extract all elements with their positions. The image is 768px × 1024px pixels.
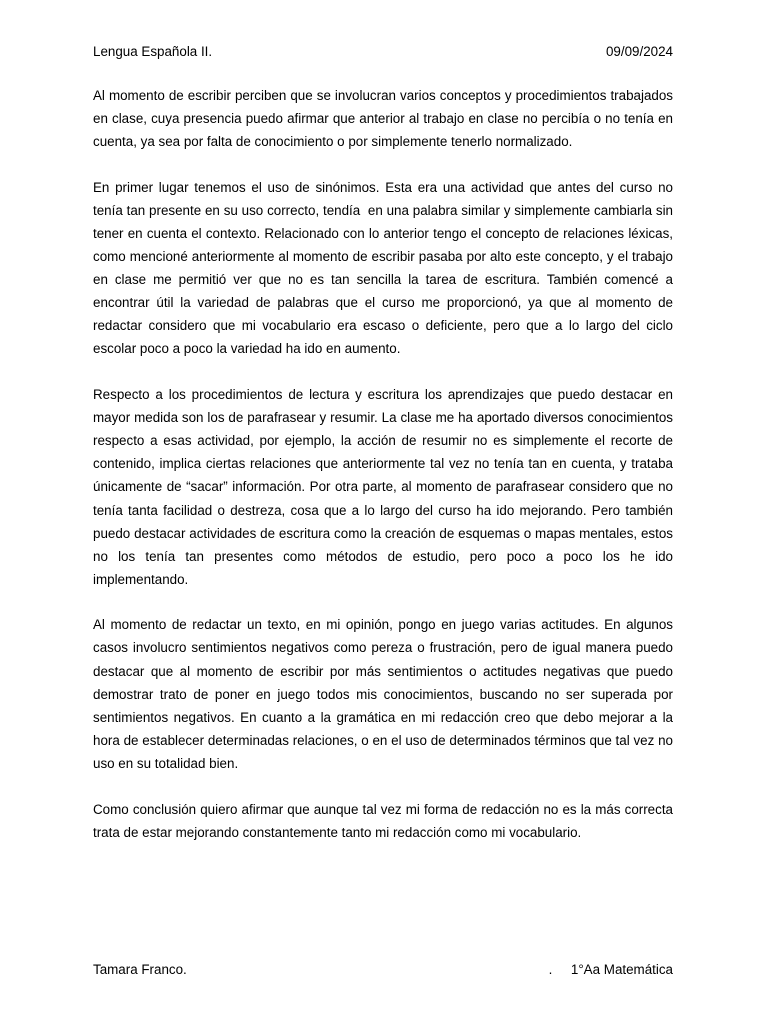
document-date: 09/09/2024 (605, 44, 673, 59)
author-name: Tamara Franco. (93, 962, 187, 977)
paragraph-conclusion: Como conclusión quiero afirmar que aunque tal vez mi forma de redacción no es la más correcta trata de estar mejorando constantemente tanto mi redacción como mi vocabulario. (93, 801, 677, 840)
paragraph-attitudes: Al momento de redactar un texto, en mi opinión, pongo en juego varias actitudes. En algunos casos involucro sentimientos negativos como pereza o frustración, pero de igual manera puedo destacar que al momento de escribir por más sentimientos o actitudes negativas que puedo demostrar trato de poner en juego todos mis conocimientos, buscando no ser superada por sentimientos negativos. En cuanto a la gramática en mi redacción creo que debo mejorar a la hora de establecer determinadas relaciones, o en el uso de determinados términos que tal vez no uso en su totalidad bien. (93, 617, 677, 771)
paragraph-synonyms: En primer lugar tenemos el uso de sinónimos. Esta era una actividad que antes del curso no tenía tan presente en su uso correcto, tendía en una palabra similar y simplemente cambiarla sin tener en cuenta el contexto. Relacionado con lo anterior tengo el concepto de relaciones léxicas, como mencioné anteriormente al momento de escribir pasaba por alto este concepto, y el trabajo en clase me permitió ver que no es tan sencilla la tarea de escritura. También comencé a encontrar útil la variedad de palabras que el curso me proporcionó, ya que al momento de redactar considero que mi vocabulario era escaso o deficiente, pero que a lo largo del ciclo escolar poco a poco la variedad ha ido en aumento. (93, 179, 677, 357)
group-name: . 1°Aa Matemática (548, 962, 673, 977)
course-name: Lengua Española II. (93, 44, 213, 59)
paragraph-reading-writing: Respecto a los procedimientos de lectura y escritura los aprendizajes que puedo destacar en mayor medida son los de parafrasear y resumir. La clase me ha aportado diversos conocimientos respecto a esas actividad, por ejemplo, la acción de resumir no es simplemente el recorte de contenido, implica ciertas relaciones que anteriormente tal vez no tenía tan en cuenta, y trataba únicamente de “sacar” información. Por otra parte, al momento de parafrasear considero que no tenía tanta facilidad o destreza, cosa que a lo largo del curso ha ido mejorando. Pero también puedo destacar actividades de escritura como la creación de esquemas o mapas mentales, estos no los tenía tan presentes como métodos de estudio, pero poco a poco los he ido implementando. (93, 387, 677, 587)
document-body (93, 84, 677, 866)
paragraph-intro: Al momento de escribir perciben que se involucran varios conceptos y procedimientos trabajados en clase, cuya presencia puedo afirmar que anterior al trabajo en clase no percibía o no tenía en cuenta, ya sea por falta de conocimiento o por simplemente tenerlo normalizado. (93, 88, 677, 150)
